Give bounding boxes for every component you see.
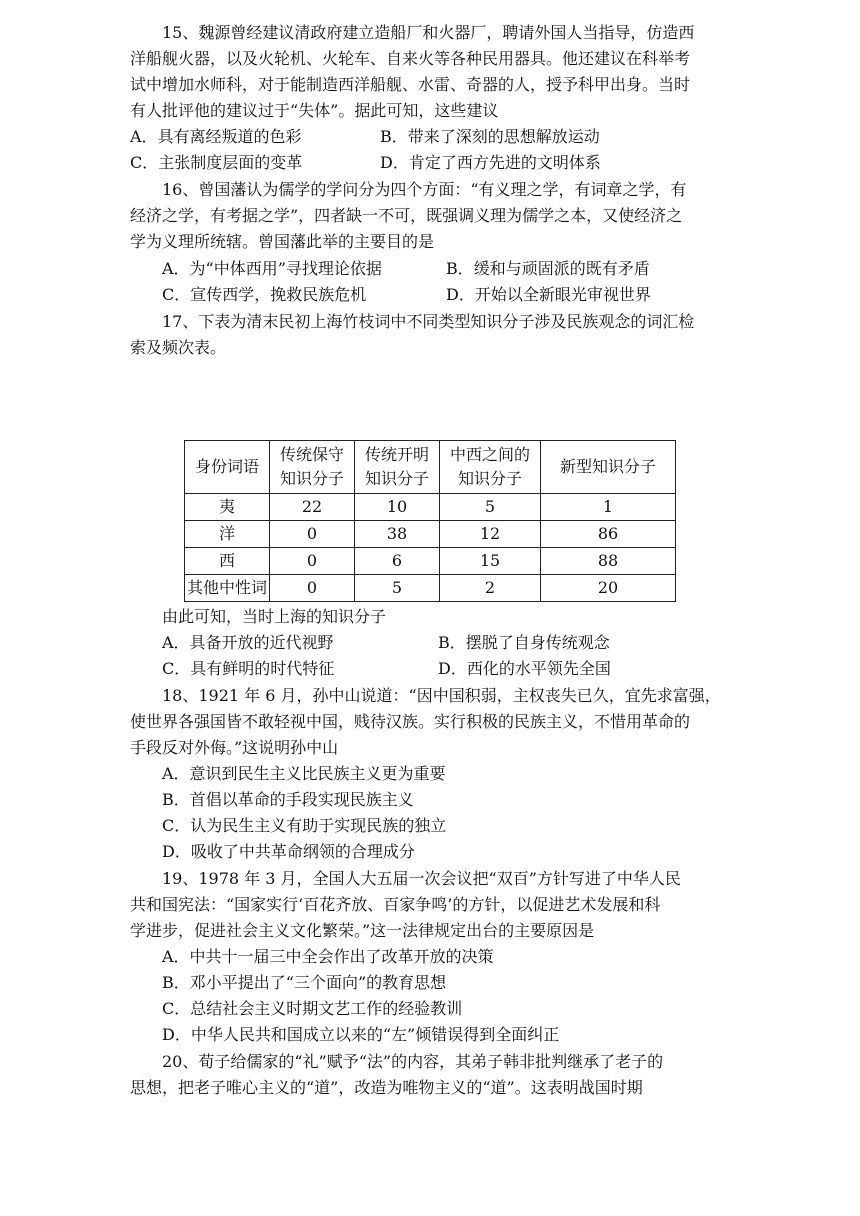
table-cell: 15 (440, 548, 541, 575)
q19-stem-line: 学进步，促进社会主义文化繁荣。”这一法律规定出台的主要原因是 (130, 921, 595, 940)
q17-option-d: D．西化的水平领先全国 (438, 659, 611, 678)
table-cell: 10 (355, 494, 440, 521)
q18-option-d: D．吸收了中共革命纲领的合理成分 (162, 842, 415, 861)
q16-stem-line: 经济之学，有考据之学”，四者缺一不可，既强调义理为儒学之本，又使经济之 (130, 206, 683, 225)
table-cell: 西 (185, 548, 270, 575)
q18-stem-line: 18、1921 年 6 月，孙中山说道：“因中国积弱，主权丧失已久，宜先求富强， (162, 686, 721, 705)
table-cell: 5 (440, 494, 541, 521)
q18-option-a: A．意识到民生主义比民族主义更为重要 (162, 764, 446, 783)
table-row (185, 548, 676, 575)
table-cell: 88 (541, 548, 676, 575)
table-row (185, 575, 676, 602)
table-cell: 洋 (185, 521, 270, 548)
table-cell: 38 (355, 521, 440, 548)
q19-option-b: B．邓小平提出了“三个面向”的教育思想 (162, 973, 447, 992)
table-header-cell: 新型知识分子 (541, 441, 676, 494)
table-cell: 12 (440, 521, 541, 548)
q17-option-a: A．具备开放的近代视野 (162, 633, 334, 652)
table-header-cell: 传统开明 知识分子 (355, 441, 440, 494)
q15-option-c: C．主张制度层面的变革 (130, 153, 303, 172)
table-cell: 夷 (185, 494, 270, 521)
q15-stem-line: 有人批评他的建议过于“失体”。据此可知，这些建议 (130, 101, 499, 120)
table-cell: 6 (355, 548, 440, 575)
q16-stem-line: 16、曾国藩认为儒学的学问分为四个方面：“有义理之学，有词章之学，有 (162, 180, 687, 199)
q16-option-b: B．缓和与顽固派的既有矛盾 (446, 259, 650, 278)
q18-option-c: C．认为民生主义有助于实现民族的独立 (162, 816, 447, 835)
q19-option-d: D．中华人民共和国成立以来的“左”倾错误得到全面纠正 (162, 1025, 560, 1044)
q17-option-c: C．具有鲜明的时代特征 (162, 659, 335, 678)
q19-option-c: C．总结社会主义时期文艺工作的经验教训 (162, 999, 463, 1018)
q17-option-b: B．摆脱了自身传统观念 (438, 633, 610, 652)
table-cell: 22 (270, 494, 355, 521)
q20-stem-line: 20、荀子给儒家的“礼”赋予“法”的内容，其弟子韩非批判继承了老子的 (162, 1052, 664, 1071)
q15-stem-line: 试中增加水师科，对于能制造西洋船舰、水雷、奇器的人，授予科甲出身。当时 (130, 75, 691, 94)
q16-stem-line: 学为义理所统辖。曾国藩此举的主要目的是 (130, 232, 435, 251)
q18-stem-line: 手段反对外侮。”这说明孙中山 (130, 738, 339, 757)
q15-stem-line: 洋船舰火器，以及火轮机、火轮车、自来火等各种民用器具。他还建议在科举考 (130, 49, 691, 68)
frequency-table (184, 440, 676, 602)
q15-option-d: D．肯定了西方先进的文明体系 (380, 153, 601, 172)
q19-stem-line: 19、1978 年 3 月，全国人大五届一次会议把“双百”方针写进了中华人民 (162, 869, 681, 888)
table-cell: 0 (270, 548, 355, 575)
table-cell: 其他中性词 (185, 575, 270, 602)
q18-option-b: B．首倡以革命的手段实现民族主义 (162, 790, 414, 809)
table-cell: 5 (355, 575, 440, 602)
table-cell: 20 (541, 575, 676, 602)
table-header-cell: 身份词语 (185, 441, 270, 494)
q19-stem-line: 共和国宪法：“国家实行‘百花齐放、百家争鸣’的方针，以促进艺术发展和科 (130, 895, 661, 914)
q17-stem-end: 由此可知，当时上海的知识分子 (162, 607, 387, 626)
q17-stem-line: 索及频次表。 (130, 338, 227, 357)
table-header-cell: 传统保守 知识分子 (270, 441, 355, 494)
q18-stem-line: 使世界各强国皆不敢轻视中国，贱待汉族。实行积极的民族主义，不惜用革命的 (130, 712, 691, 731)
q15-option-b: B．带来了深刻的思想解放运动 (380, 127, 600, 146)
table-cell: 2 (440, 575, 541, 602)
table-cell: 86 (541, 521, 676, 548)
table-header-cell: 中西之间的 知识分子 (440, 441, 541, 494)
table-row (185, 494, 676, 521)
q19-option-a: A．中共十一届三中全会作出了改革开放的决策 (162, 947, 494, 966)
q20-stem-line: 思想，把老子唯心主义的“道”，改造为唯物主义的“道”。这表明战国时期 (130, 1078, 643, 1097)
table-cell: 1 (541, 494, 676, 521)
q16-option-c: C．宣传西学，挽救民族危机 (162, 285, 367, 304)
table-header-row (185, 441, 676, 494)
q15-stem-line: 15、魏源曾经建议清政府建立造船厂和火器厂，聘请外国人当指导，仿造西 (162, 23, 695, 42)
table-row (185, 521, 676, 548)
table-cell: 0 (270, 521, 355, 548)
q16-option-a: A．为“中体西用”寻找理论依据 (162, 259, 382, 278)
q16-option-d: D．开始以全新眼光审视世界 (446, 285, 651, 304)
table-cell: 0 (270, 575, 355, 602)
q17-stem-line: 17、下表为清末民初上海竹枝词中不同类型知识分子涉及民族观念的词汇检 (162, 312, 695, 331)
q15-option-a: A．具有离经叛道的色彩 (130, 127, 302, 146)
